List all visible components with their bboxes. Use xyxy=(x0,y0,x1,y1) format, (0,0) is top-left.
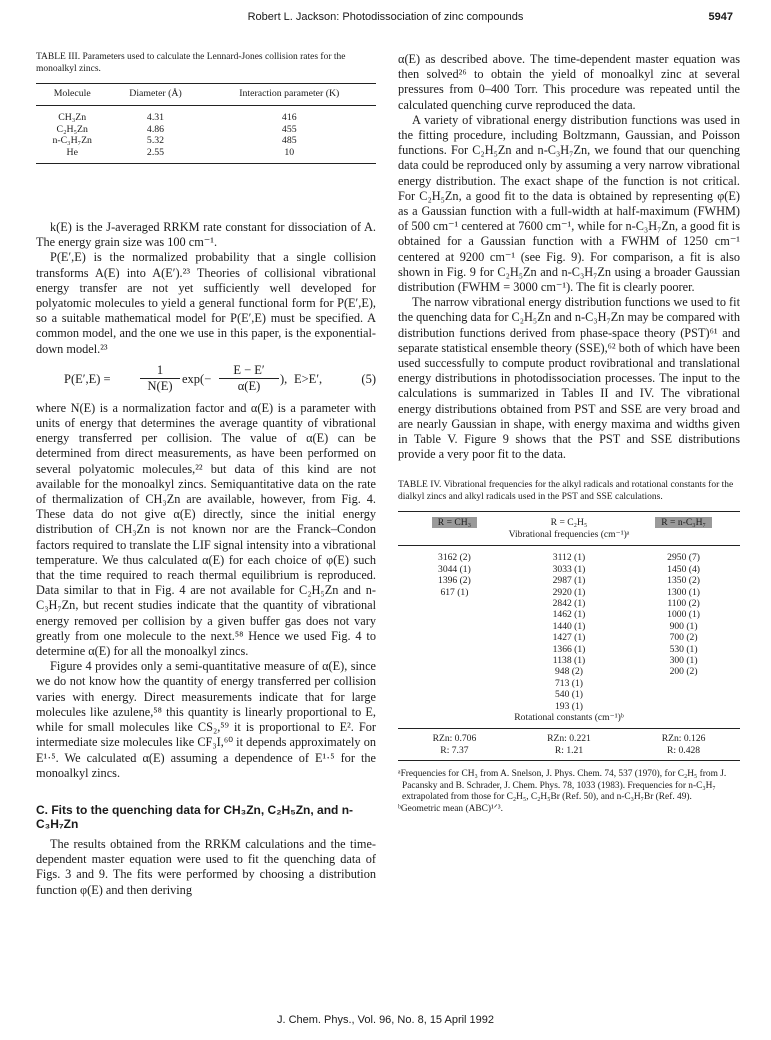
table3-caption xyxy=(36,52,376,75)
table-row xyxy=(398,546,740,712)
table3 xyxy=(36,83,376,164)
journal-footer: J. Chem. Phys., Vol. 96, No. 8, 15 April 1992 xyxy=(276,1014,495,1026)
footnote-a: ᵃFrequencies for CH₃ from A. Snelson, J. Phys. Chem. 74, 537 (1970), for C₂H₅ from J. Pacansky and B. Schrader, J. Chem. Phys. 78, 1033 (1983). Frequencies for n-C₃H₇ extrapolated from those for C₂H₅, C₂H₅Br (Ref. 50), and n-C₃H₇Br (Ref. 49). xyxy=(398,769,727,803)
running-title: Robert L. Jackson: Photodissociation of zinc compounds xyxy=(247,11,524,23)
table3-col-header: Molecule xyxy=(36,84,108,106)
table-cell: 713 (1) xyxy=(555,677,583,689)
table-cell: 1427 (1) xyxy=(552,632,586,644)
paragraph: k(E) is the J-averaged RRKM rate constant for dissociation of A. The energy grain size was 100 cm⁻¹. xyxy=(36,220,376,250)
table-cell: 948 (2) xyxy=(555,666,583,678)
table3-header-row xyxy=(36,84,376,106)
table-cell: C₂H₅Zn xyxy=(56,123,88,135)
table-row xyxy=(398,745,740,761)
table-cell: 193 (1) xyxy=(555,700,583,712)
table3-caption-text: Parameters used to calculate the Lennard-Jones collision rates for the monoalkyl zincs. xyxy=(36,52,346,74)
table-cell: 10 xyxy=(284,146,295,158)
left-column xyxy=(36,52,376,898)
section-heading: C. Fits to the quenching data for CH₃Zn, C₂H₅Zn, and n-C₃H₇Zn xyxy=(36,802,354,831)
table-cell: 3162 (2) xyxy=(438,552,471,564)
table-cell: 2842 (1) xyxy=(552,597,586,609)
table4-col-header: R = C₂H₅ xyxy=(550,517,588,529)
equation-fraction xyxy=(219,363,279,394)
table-cell: R: 7.37 xyxy=(398,745,511,761)
table-cell: 1450 (4) xyxy=(667,563,700,575)
table-cell: n-C₃H₇Zn xyxy=(52,135,92,146)
paragraph: Figure 4 provides only a semi-quantitative measure of α(E), since we do not know how the quantity of energy transferred per collision varies with energy. Direct measurements indicate that for large molecules like azulene,⁵⁸ this quantity is linearly proportional to E, while for small molecules like CS₂,⁵⁹ it is proportional to E². For intermediate size molecules like CF₃I,⁶⁰ it depends approximately on E¹·⁵. We calculated α(E) assuming a dependence of E¹·⁵ for the monoalkyl zincs. xyxy=(36,659,376,780)
fraction-denominator: N(E) xyxy=(147,378,173,393)
fraction-numerator: E − E′ xyxy=(219,363,279,379)
equation-number: (5) xyxy=(361,371,376,386)
table4-subheader-row xyxy=(398,712,740,729)
table-row xyxy=(36,135,376,147)
paragraph: The results obtained from the RRKM calculations and the time-dependent master equation were used to fit the quenching data of Figs. 3 and 9. The fits were performed by choosing a distribution function φ(E) and then deriving xyxy=(36,836,376,897)
table4-footnotes xyxy=(398,769,740,815)
table4 xyxy=(398,511,740,761)
table-row xyxy=(36,124,376,136)
table-cell: 1350 (2) xyxy=(667,575,700,587)
table3-label: TABLE III. xyxy=(36,52,81,62)
table4-caption xyxy=(398,480,740,503)
equation-exp: exp(− xyxy=(182,371,212,386)
table-cell: 2920 (1) xyxy=(552,586,586,598)
table-cell: He xyxy=(66,146,78,158)
table-cell: 1000 (1) xyxy=(667,609,700,621)
vibrational-frequencies-header: Vibrational frequencies (cm⁻¹)ᵃ xyxy=(398,529,740,546)
table-cell: 1366 (1) xyxy=(552,643,586,655)
table-cell: 1440 (1) xyxy=(552,620,586,632)
equation-condition: E>E′, xyxy=(294,371,323,386)
paragraph: A variety of vibrational energy distribution functions was used in the fitting procedure, including Boltzmann, Gaussian, and Poisson functions. For C₂H₅Zn and n-C₃H₇Zn, we found that our quenching data could be reproduced only by assuming a very narrow vibrational energy distribution. The exact shape of the function is not critical. For C₂H₅Zn, a good fit to the data is obtained by representing φ(E) as a Gaussian function with a full-width at half-maximum (FWHM) of 500 cm⁻¹ centered at 7600 cm⁻¹, while for n-C₃H₇Zn, a good fit is obtained for a Gaussian function with a FWHM of 1250 cm⁻¹ centered at 9200 cm⁻¹ (see Fig. 9). For comparison, a fit is also shown in Fig. 9 for C₂H₅Zn and n-C₃H₇Zn using a broader Gaussian distribution (FWHM = 3000 cm⁻¹). The fit is clearly poorer. xyxy=(398,112,740,295)
table-cell: 5.32 xyxy=(146,135,165,146)
paragraph: where N(E) is a normalization factor and α(E) is a parameter with units of energy that determines the average quantity of vibrational energy transferred per collision. The value of α(E) can be determined from direct measurements, as have been performed on several polyatomic molecules,²² but data of this kind are not available for the monoalkyl zincs. Semiquantitative data on the rate of thermalization of CH₃Zn are available, however, from Fig. 4. These data do not give α(E) directly, since the initial energy distribution of CH₃Zn is not known nor are the Franck–Condon factors required to translate the LIF signal intensity into a vibrational temperature. We thus calculated α(E) for each choice of φ(E) such that the time required to reach thermal equilibrium is reproduced. Data similar to that in Fig. 4 are not available for C₂H₅Zn and n-C₃H₇Zn, but recent studies indicate that the quantity of vibrational energy removed per collision by a given buffer gas does not vary greatly from one molecule to the next.⁵⁸ Hence we used Fig. 4 to determine α(E) for all the monoalkyl zincs. xyxy=(36,400,376,659)
equation-fraction xyxy=(140,363,180,394)
table-cell: 300 (1) xyxy=(669,654,698,666)
table-cell: 3112 (1) xyxy=(552,552,586,564)
table3-col-header: Diameter (Å) xyxy=(108,84,202,106)
footnote-b: ᵇGeometric mean (ABC)¹ᐟ³. xyxy=(398,803,503,814)
table-row xyxy=(398,729,740,745)
right-column xyxy=(398,52,740,815)
table-cell: RZn: 0.706 xyxy=(398,729,511,745)
table4-caption-text: Vibrational frequencies for the alkyl radicals and rotational constants for the dialkyl zincs and alkyl radicals used in the PST and SSE calculations. xyxy=(398,480,734,502)
table-cell: 1300 (1) xyxy=(667,586,700,598)
fraction-numerator: 1 xyxy=(140,363,180,379)
table-cell: 700 (2) xyxy=(669,632,698,644)
paragraph: The narrow vibrational energy distribution functions we used to fit the quenching data for C₂H₅Zn and n-C₃H₇Zn may be compared with distribution functions derived from phase-space theory (PST)⁶¹ and separate statistical ensemble theory (SSE),⁶² both of which have been used successfully to compute product rovibrational and translational energy distributions in photodissociation processes. The input to the calculations is summarized in Tables II and IV. The vibrational energy distributions obtained from PST and SSE are very broad and are nearly Gaussian in shape, with energy maxima and widths given in Table V. Figure 9 shows that the PST and SSE distributions provide a very poor fit to the data. xyxy=(398,295,740,462)
table-cell: 455 xyxy=(281,123,297,135)
table4-header-row xyxy=(398,512,740,529)
table-cell: 4.86 xyxy=(146,123,165,135)
table4-col-header: R = CH₃ xyxy=(432,517,477,528)
table-row xyxy=(36,106,376,124)
table-cell: 1396 (2) xyxy=(438,575,471,587)
table-cell: 4.31 xyxy=(146,112,165,123)
table-cell: 2950 (7) xyxy=(667,552,700,564)
equation-lhs: P(E′,E) = xyxy=(64,371,111,386)
equation-close: ), xyxy=(280,371,288,386)
rotational-constants-header: Rotational constants (cm⁻¹)ᵇ xyxy=(514,711,624,723)
table-cell: 3033 (1) xyxy=(552,563,586,575)
equation-5 xyxy=(36,363,376,397)
table-cell: 540 (1) xyxy=(555,689,583,701)
table-row xyxy=(36,147,376,164)
table-cell: 416 xyxy=(281,112,297,123)
table-cell: 1100 (2) xyxy=(667,597,700,609)
table-cell: 1462 (1) xyxy=(552,609,586,621)
table4-label: TABLE IV. xyxy=(398,480,442,491)
table-cell: 530 (1) xyxy=(669,643,698,655)
table3-col-header: Interaction parameter (K) xyxy=(203,84,376,106)
table-cell: CH₃Zn xyxy=(58,112,87,123)
table-cell: 485 xyxy=(281,135,297,146)
table-cell: 617 (1) xyxy=(440,586,469,598)
running-header xyxy=(0,8,771,28)
table-cell: R: 1.21 xyxy=(511,745,627,761)
table-cell: 900 (1) xyxy=(669,620,698,632)
paragraph: α(E) as described above. The time-dependent master equation was then solved²⁶ to obtain the yield of monoalkyl zinc at several pressures from 0–400 Torr. This procedure was repeated until the calculated quenching curve reproduced the data. xyxy=(398,52,740,112)
table-cell: 200 (2) xyxy=(669,666,698,678)
table-cell: 1138 (1) xyxy=(552,654,586,666)
table-cell: RZn: 0.221 xyxy=(511,729,627,745)
fraction-denominator: α(E) xyxy=(237,378,261,393)
table-cell: 2987 (1) xyxy=(552,575,586,587)
paragraph: P(E′,E) is the normalized probability that a single collision transforms A(E) into A(E′).²³ Theories of collisional vibrational energy transfer are not yet sufficiently well developed for polyatomic molecules to yield a general functional form for P(E′,E), so a suitable mathematical model for P(E′,E) must be specified. A common model, and the one we use in this paper, is the exponential-down model.²³ xyxy=(36,250,376,356)
table-cell: RZn: 0.126 xyxy=(627,729,740,745)
table4-subheader-row xyxy=(398,529,740,546)
table-cell: R: 0.428 xyxy=(627,745,740,761)
table-cell: 2.55 xyxy=(146,146,165,158)
page-number: 5947 xyxy=(708,11,733,23)
table4-col-header: R = n-C₃H₇ xyxy=(655,517,712,528)
table-cell: 3044 (1) xyxy=(438,563,471,575)
